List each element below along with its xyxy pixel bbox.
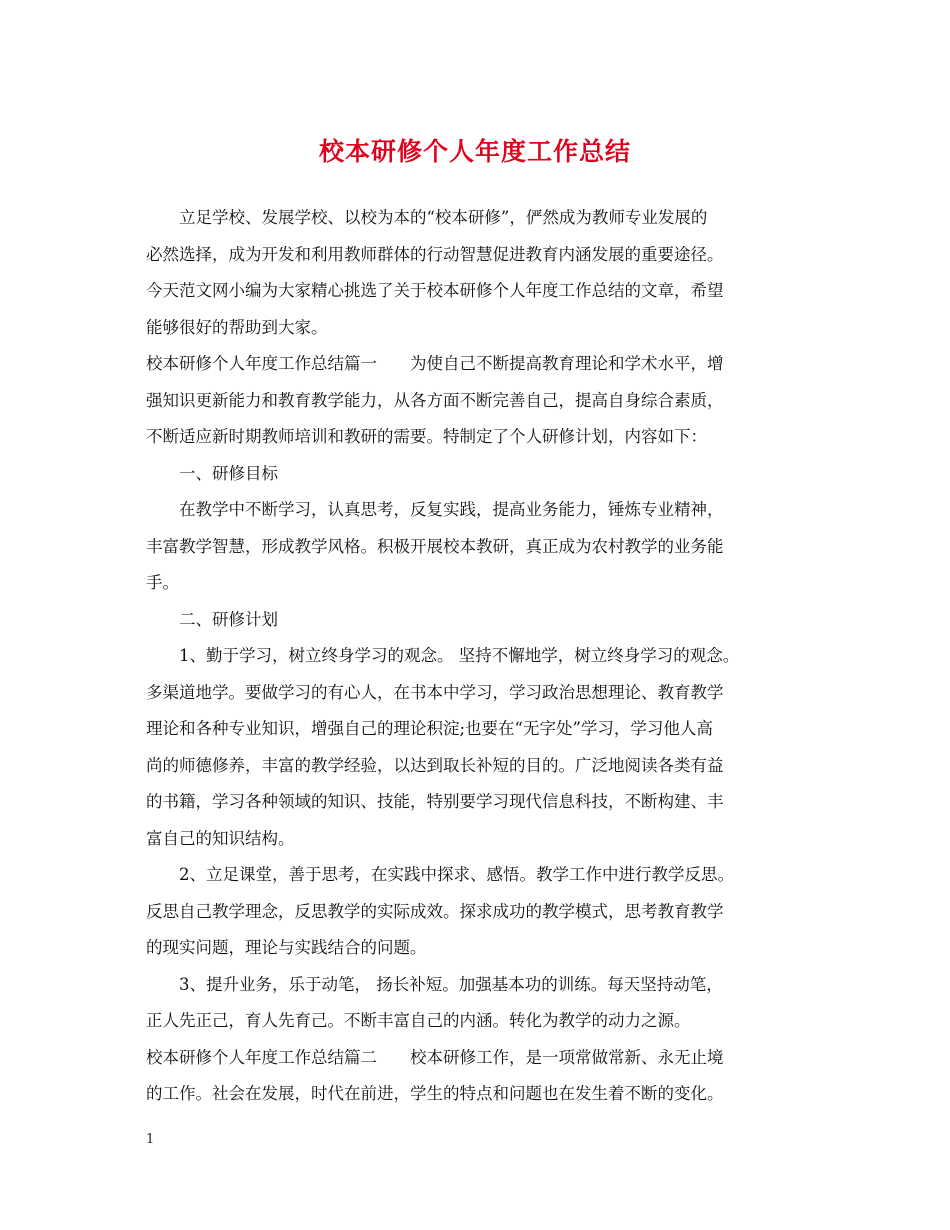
body-line: 的工作。社会在发展，时代在前进，学生的特点和问题也在发生着不断的变化。	[146, 1084, 724, 1103]
body-line: 强知识更新能力和教育教学能力，从各方面不断完善自己，提高自身综合素质，	[146, 390, 724, 410]
body-line: 1、勤于学习，树立终身学习的观念。 坚持不懈地学，树立终身学习的观念。	[146, 646, 740, 665]
body-line: 2、立足课堂，善于思考，在实践中探求、感悟。教学工作中进行教学反思。	[146, 865, 734, 884]
body-line: 反思自己教学理念，反思教学的实际成效。探求成功的教学模式，思考教育教学	[146, 901, 724, 921]
body-line: 丰富教学智慧，形成教学风格。积极开展校本教研，真正成为农村教学的业务能	[146, 536, 724, 556]
body-line: 今天范文网小编为大家精心挑选了关于校本研修个人年度工作总结的文章，希望	[146, 281, 724, 300]
body-line: 立足学校、发展学校、以校为本的“校本研修”，俨然成为教师专业发展的	[146, 208, 708, 227]
section-heading: 一、研修目标	[146, 463, 278, 483]
body-line: 理论和各种专业知识，增强自己的理论积淀;也要在“无字处”学习，学习他人高	[146, 719, 713, 738]
body-line: 必然选择，成为开发和利用教师群体的行动智慧促进教育内涵发展的重要途径。	[146, 244, 724, 264]
body-line: 在教学中不断学习，认真思考，反复实践，提高业务能力，锤炼专业精神，	[146, 500, 724, 519]
body-line: 的书籍，学习各种领域的知识、技能，特别要学习现代信息科技，不断构建、丰	[146, 792, 724, 811]
body-line: 正人先正己，育人先育己。不断丰富自己的内涵。转化为教学的动力之源。	[146, 1011, 691, 1030]
body-line: 尚的师德修养，丰富的教学经验，以达到取长补短的目的。广泛地阅读各类有益	[146, 755, 724, 775]
body-line: 校本研修个人年度工作总结篇一 为使自己不断提高教育理论和学术水平，增	[146, 354, 724, 373]
body-line: 校本研修个人年度工作总结篇二 校本研修工作，是一项常做常新、永无止境	[146, 1047, 724, 1067]
body-line: 富自己的知识结构。	[146, 828, 295, 848]
body-line: 3、提升业务，乐于动笔， 扬长补短。加强基本功的训练。每天坚持动笔，	[146, 974, 723, 994]
body-line: 不断适应新时期教师培训和教研的需要。特制定了个人研修计划，内容如下：	[146, 427, 707, 446]
document-body	[146, 200, 806, 1113]
body-line: 的现实问题，理论与实践结合的问题。	[146, 938, 427, 957]
document-title: 校本研修个人年度工作总结	[318, 137, 631, 166]
page-number: 1	[146, 1132, 155, 1147]
body-line: 手。	[146, 573, 179, 592]
body-line: 能够很好的帮助到大家。	[146, 317, 328, 337]
body-line: 多渠道地学。要做学习的有心人，在书本中学习，学习政治思想理论、教育教学	[146, 682, 724, 702]
section-heading: 二、研修计划	[146, 609, 278, 629]
